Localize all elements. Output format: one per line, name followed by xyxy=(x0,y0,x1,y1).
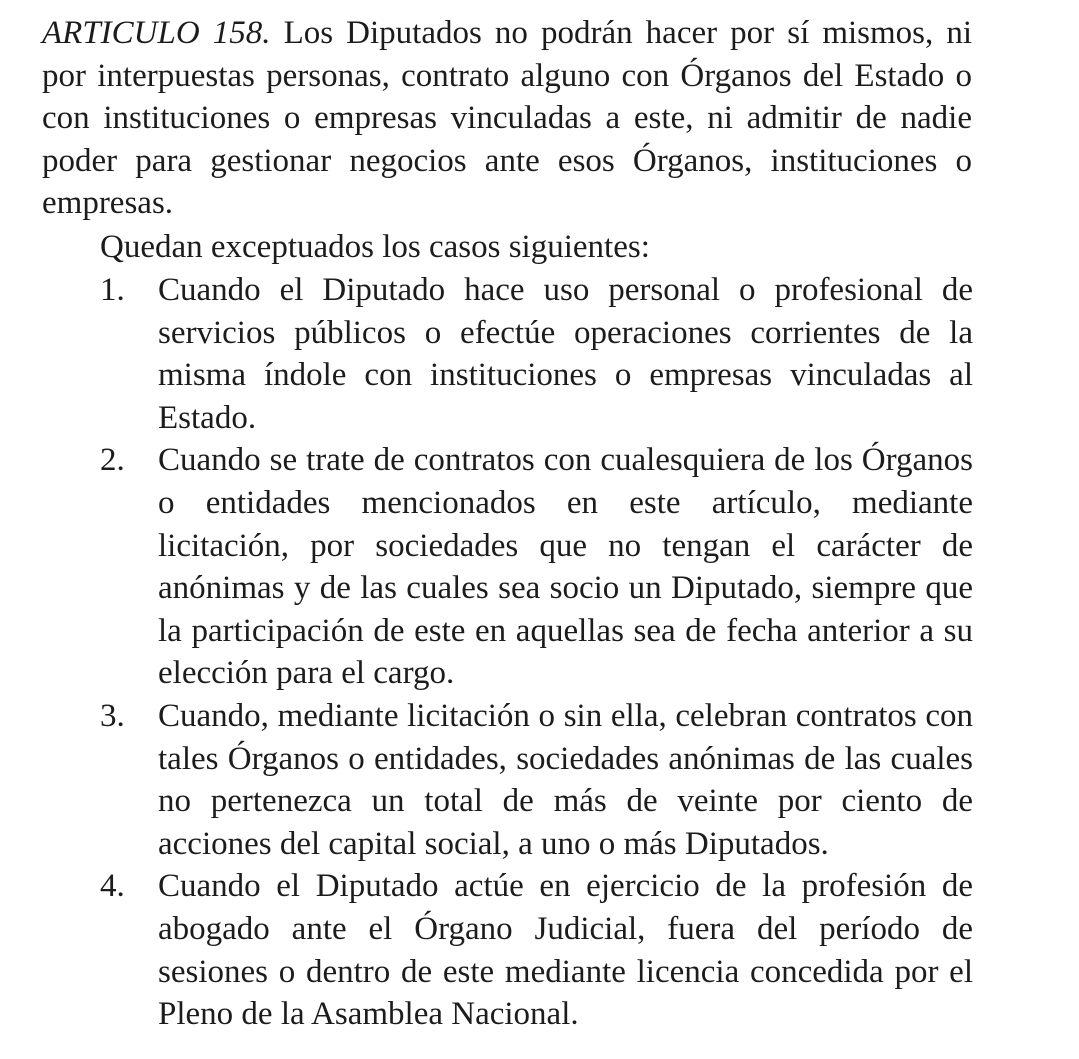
article-paragraph xyxy=(42,12,972,225)
exceptions-heading: Quedan exceptuados los casos siguientes: xyxy=(100,229,650,265)
list-item xyxy=(100,269,973,439)
list-item-text: Cuando el Diputado hace uso personal o profesional de servicios públicos o efectúe operaciones corrientes de la misma índole con instituciones o empresas vinculadas al Estado. xyxy=(158,272,973,436)
list-item-number: 2. xyxy=(100,442,125,479)
list-item-number: 4. xyxy=(100,868,125,905)
article-label: ARTICULO 158. xyxy=(42,15,271,51)
list-item-number: 3. xyxy=(100,697,125,734)
list-item-text: Cuando se trate de contratos con cualesquiera de los Órganos o entidades mencionados en este artículo, mediante licitación, por sociedades que no tengan el carácter de anónimas y de las cuales sea socio un Diputado, siempre que la participación de este en aquellas sea de fecha anterior a su elección para el cargo. xyxy=(158,442,973,692)
article-body: Los Diputados no podrán hacer por sí mismos, ni por interpuestas personas, contrato alguno con Órganos del Estado o con instituciones o empresas vinculadas a este, ni admitir de nadie poder para gestionar negocios ante esos Órganos, instituciones o empresas. xyxy=(42,15,972,222)
list-item-text: Cuando el Diputado actúe en ejercicio de la profesión de abogado ante el Órgano Judicial, fuera del período de sesiones o dentro de este mediante licencia concedida por el Pleno de la Asamblea Nacional. xyxy=(158,868,973,1033)
list-item-text: Cuando, mediante licitación o sin ella, celebran contratos con tales Órganos o entidades, sociedades anónimas de las cuales no pertenezca un total de más de veinte por ciento de acciones del capital social, a uno o más Diputados. xyxy=(158,697,973,862)
list-item xyxy=(100,865,973,1035)
list-item xyxy=(100,695,973,865)
exceptions-list xyxy=(100,269,973,1036)
list-item xyxy=(100,439,973,695)
list-item-number: 1. xyxy=(100,272,125,308)
